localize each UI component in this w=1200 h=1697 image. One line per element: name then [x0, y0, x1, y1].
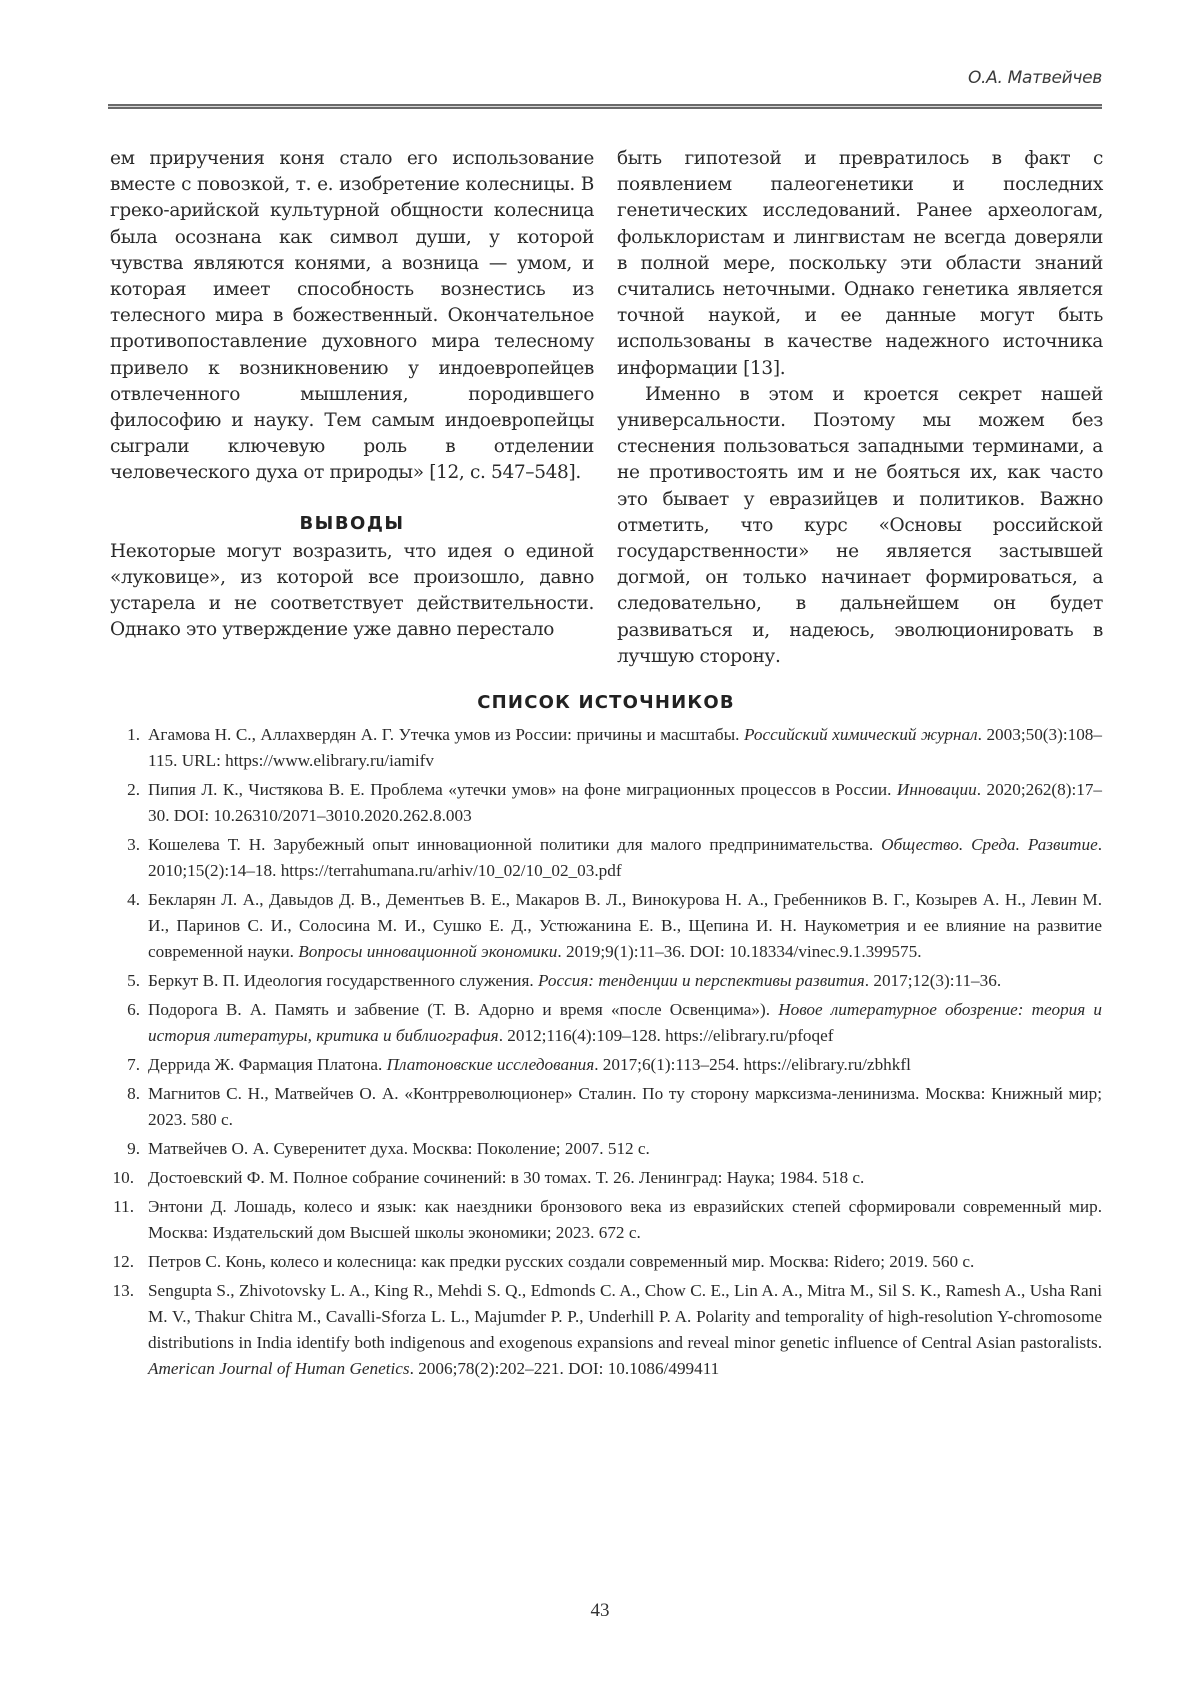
section-heading-conclusions: ВЫВОДЫ	[299, 512, 405, 534]
body-paragraph: Именно в этом и кроется секрет нашей универсальности. Поэтому мы можем без стеснения пользоваться западными терминами, а не противостоять им и не бояться их, как часто это бывает у евразийцев и политиков. Важно отметить, что курс «Основы российской государственности» не является застывшей догмой, он только начинает формироваться, а следовательно, в дальнейшем он будет развиваться и, надеюсь, эволюционировать в лучшую сторону.	[617, 383, 1103, 667]
reference-number: 12.	[112, 1252, 134, 1271]
reference-number: 4.	[127, 890, 140, 909]
reference-details: . 2012;116(4):109–128. https://elibrary.ru/pfoqef	[498, 1026, 834, 1045]
reference-number: 1.	[127, 725, 140, 744]
reference-number: 6.	[127, 1000, 140, 1019]
reference-details: . 2020;262(8):17–30. DOI: 10.26310/2071–3010.2020.262.8.003	[148, 780, 1103, 825]
body-paragraph: быть гипотезой и превратилось в факт с появлением палеогенетики и последних генетических исследований. Ранее археологам, фольклористам и лингвистам не всегда доверяли в полной мере, поскольку эти области знаний считались неточными. Однако генетика является точной наукой, и ее данные могут быть использованы в качестве надежного источника информации [13].	[617, 148, 1103, 379]
reference-text: Подорога В. А. Память и забвение (Т. В. Адорно и время «после Освенцима»).	[148, 1000, 779, 1019]
reference-source: Новое литературное обозрение: теория и история литературы, критика и библиография	[148, 1000, 1102, 1045]
reference-details: . 2017;6(1):113–254. https://elibrary.ru/zbhkfl	[594, 1055, 911, 1074]
reference-item	[118, 722, 1102, 774]
reference-source: Инновации	[896, 780, 977, 799]
reference-source: Россия: тенденции и перспективы развития	[538, 971, 865, 990]
reference-details: . 2010;15(2):14–18. https://terrahumana.ru/arhiv/10_02/10_02_03.pdf	[148, 835, 1102, 880]
reference-text: Бекларян Л. А., Давыдов Д. В., Дементьев В. Е., Макаров В. Л., Винокурова Н. А., Гребенников В. Г., Козырев А. Н., Левин М. И., Паринов С. И., Солосина М. И., Сушко Е. Д., Устюжанина Е. В., Щепина И. Н. Наукометрия и ее влияние на развитие современной науки.	[148, 890, 1102, 961]
reference-text: Достоевский Ф. М. Полное собрание сочинений: в 30 томах. Т. 26. Ленинград: Наука; 1984. 518 с.	[148, 1168, 865, 1187]
running-head-author: О.А. Матвейчев	[967, 68, 1102, 88]
reference-details: . 2003;50(3):108–115. URL: https://www.elibrary.ru/iamifv	[148, 725, 1102, 770]
body-paragraph: ем приручения коня стало его использование вместе с повозкой, т. е. изобретение колесницы. В греко-арийской культурной общности колесница была осознана как символ души, у которой чувства являются конями, а возница — умом, и которая имеет способность вознестись из телесного мира в божественный. Окончательное противопоставление духовного мира телесному привело к возникновению у индоевропейцев отвлеченного мышления, породившего философию и науку. Тем самым индоевропейцы сыграли ключевую роль в отделении человеческого духа от природы» [12, с. 547–548].	[110, 148, 594, 484]
reference-number: 7.	[127, 1055, 140, 1074]
reference-details: . 2019;9(1):11–36. DOI: 10.18334/vinec.9.1.399575.	[557, 942, 922, 961]
reference-source: American Journal of Human Genetics	[148, 1359, 410, 1378]
reference-number: 5.	[127, 971, 140, 990]
header-double-rule	[108, 104, 1102, 109]
reference-text: Агамова Н. С., Аллахвердян А. Г. Утечка умов из России: причины и масштабы.	[148, 725, 744, 744]
reference-details: . 2006;78(2):202–221. DOI: 10.1086/499411	[409, 1359, 720, 1378]
reference-number: 10.	[112, 1168, 134, 1187]
reference-item	[118, 777, 1102, 829]
body-paragraph: Некоторые могут возразить, что идея о единой «луковице», из которой все произошло, давно устарела и не соответствует действительности. Однако это утверждение уже давно перестало	[110, 540, 594, 641]
reference-item	[118, 997, 1102, 1049]
reference-details: . 2017;12(3):11–36.	[864, 971, 1002, 990]
reference-text: Пипия Л. К., Чистякова В. Е. Проблема «утечки умов» на фоне миграционных процессов в России.	[148, 780, 897, 799]
reference-number: 13.	[112, 1281, 134, 1300]
reference-text: Энтони Д. Лошадь, колесо и язык: как наездники бронзового века из евразийских степей сформировали современный мир. Москва: Издательский дом Высшей школы экономики; 2023. 672 с.	[148, 1197, 1102, 1242]
reference-source: Вопросы инновационной экономики	[298, 942, 558, 961]
reference-source: Общество. Среда. Развитие	[881, 835, 1098, 854]
reference-text: Беркут В. П. Идеология государственного служения.	[148, 971, 538, 990]
reference-item	[112, 1278, 1102, 1382]
references-heading: СПИСОК ИСТОЧНИКОВ	[477, 692, 735, 713]
reference-number: 11.	[113, 1197, 134, 1216]
references-list	[112, 722, 1103, 1385]
reference-item	[112, 1249, 1102, 1275]
reference-number: 8.	[127, 1084, 140, 1103]
reference-item	[118, 887, 1102, 965]
reference-text: Кошелева Т. Н. Зарубежный опыт инновационной политики для малого предпринимательства.	[148, 835, 882, 854]
reference-number: 3.	[127, 835, 140, 854]
reference-number: 9.	[127, 1139, 140, 1158]
reference-item	[118, 1052, 1102, 1078]
reference-text: Петров С. Конь, колесо и колесница: как предки русских создали современный мир. Москва: Ridero; 2019. 560 с.	[148, 1252, 975, 1271]
page-number: 43	[590, 1600, 610, 1621]
reference-item	[113, 1194, 1102, 1246]
reference-text: Матвейчев О. А. Суверенитет духа. Москва: Поколение; 2007. 512 с.	[148, 1139, 650, 1158]
reference-number: 2.	[127, 780, 140, 799]
reference-item	[118, 832, 1102, 884]
reference-item	[118, 1081, 1102, 1133]
reference-item	[118, 1136, 1102, 1162]
reference-item	[112, 1165, 1102, 1191]
right-column	[617, 146, 1103, 670]
reference-text: Sengupta S., Zhivotovsky L. A., King R., Mehdi S. Q., Edmonds C. A., Chow C. E., Lin A. A., Mitra M., Sil S. K., Ramesh A., Usha Rani M. V., Thakur Chitra M., Cavalli-Sforza L. L., Majumder P. P., Underhill P. A. Polarity and temporality of high-resolution Y-chromosome distributions in India identify both indigenous and exogenous expansions and reveal minor genetic influence of Central Asian pastoralists.	[148, 1281, 1102, 1352]
reference-text: Деррида Ж. Фармация Платона.	[148, 1055, 387, 1074]
reference-source: Российский химический журнал	[743, 725, 978, 744]
left-column	[110, 146, 594, 644]
reference-source: Платоновские исследования	[386, 1055, 595, 1074]
reference-text: Магнитов С. Н., Матвейчев О. А. «Контрреволюционер» Сталин. По ту сторону марксизма-ленинизма. Москва: Книжный мир; 2023. 580 с.	[148, 1084, 1102, 1129]
reference-item	[118, 968, 1102, 994]
